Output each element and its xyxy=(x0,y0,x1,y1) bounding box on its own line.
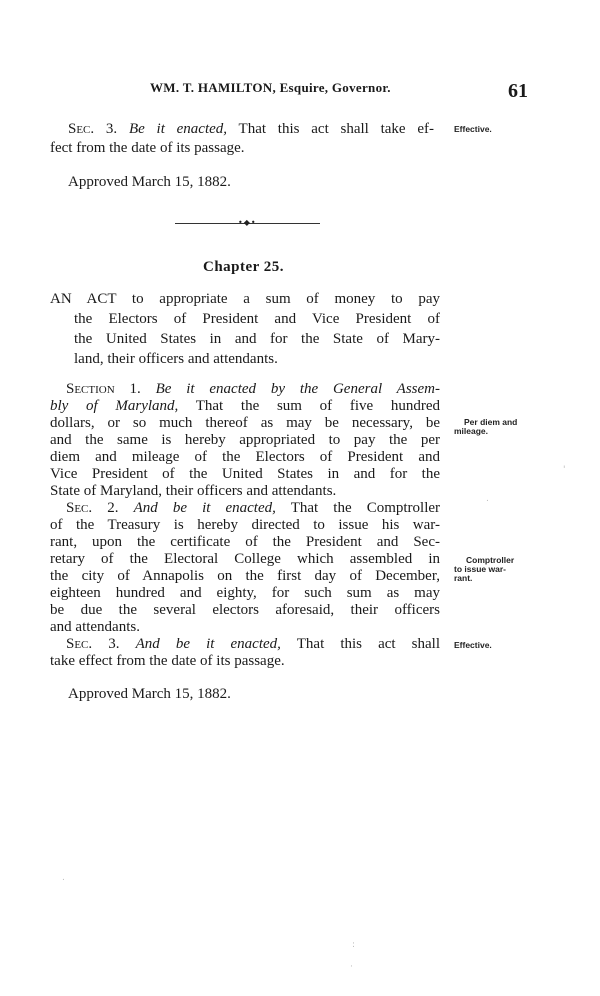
scan-speck: . xyxy=(62,873,65,883)
margin-note-line: to issue war- xyxy=(454,564,506,574)
scan-speck: . xyxy=(486,494,489,504)
section-2-line-8: and attendants. xyxy=(50,619,140,635)
scan-speck: : xyxy=(352,940,356,950)
enacting-phrase-cont: bly of Maryland, xyxy=(50,398,179,414)
enacting-phrase: Be it enacted by the General Assem- xyxy=(155,381,441,397)
section-2-line-1 xyxy=(66,500,440,517)
enacting-phrase: Be it enacted, xyxy=(128,121,228,137)
section-3-line-1 xyxy=(66,636,440,653)
margin-note-line: mileage. xyxy=(454,426,489,436)
section-text: That this act shall take ef- xyxy=(238,121,435,137)
margin-note-comptroller xyxy=(454,556,514,583)
chapter25-approved: Approved March 15, 1882. xyxy=(68,686,231,702)
margin-note-line: Comptroller xyxy=(466,555,515,565)
running-head: WM. T. HAMILTON, Esquire, Governor. xyxy=(150,80,391,95)
section-3-line-2: take effect from the date of its passage. xyxy=(50,653,285,669)
section-2-line-5: the city of Annapolis on the first day of December, xyxy=(50,568,440,584)
scan-speck: · xyxy=(350,962,353,972)
section-2-line-2: of the Treasury is hereby directed to issue his war- xyxy=(50,517,440,533)
margin-note-line: Per diem and xyxy=(464,417,518,427)
section-1-line-3: dollars, or so much thereof as may be necessary, be xyxy=(50,415,440,431)
section-2-line-4: retary of the Electoral College which assembled in xyxy=(50,551,440,567)
margin-note-per-diem xyxy=(454,418,517,436)
enacting-phrase: And be it enacted, xyxy=(133,500,276,516)
section-1-line-2 xyxy=(50,398,440,415)
chapter24-approved: Approved March 15, 1882. xyxy=(68,174,231,190)
section-1-line-1 xyxy=(66,381,440,398)
section-1-line-6: Vice President of the United States in and for the xyxy=(50,466,440,482)
page-number: 61 xyxy=(508,80,528,102)
enacting-phrase: And be it enacted, xyxy=(135,636,281,652)
margin-note-effective: Effective. xyxy=(454,124,492,134)
chapter24-sec3-line1 xyxy=(68,121,434,138)
section-text: That this act shall xyxy=(296,636,440,652)
section-1-line-5: diem and mileage of the Electors of President and xyxy=(50,449,440,465)
act-title-line-2: the Electors of President and Vice President of xyxy=(74,311,440,327)
margin-note-line: rant. xyxy=(454,573,473,583)
section-2-line-3: rant, upon the certificate of the President and Sec- xyxy=(50,534,440,550)
section-label: Sec. 3. xyxy=(68,121,118,137)
section-2-line-7: be due the several electors aforesaid, their officers xyxy=(50,602,440,618)
section-label: Section 1. xyxy=(66,381,141,397)
section-1-line-4: and the same is hereby appropriated to pay the per xyxy=(50,432,440,448)
act-title-line-4: land, their officers and attendants. xyxy=(74,351,278,367)
divider-ornament: •◆• xyxy=(238,218,257,227)
section-2-line-6: eighteen hundred and eighty, for such sum as may xyxy=(50,585,440,601)
margin-note-effective-2: Effective. xyxy=(454,640,492,650)
section-text: That the Comptroller xyxy=(290,500,441,516)
section-1-line-7: State of Maryland, their officers and attendants. xyxy=(50,483,337,499)
section-label: Sec. 2. xyxy=(66,500,119,516)
scan-speck: ' xyxy=(563,465,566,475)
section-text: That the sum of five hundred xyxy=(195,398,440,414)
chapter24-sec3-line2: fect from the date of its passage. xyxy=(50,140,245,156)
section-label: Sec. 3. xyxy=(66,636,120,652)
act-title-line-3: the United States in and for the State of Mary- xyxy=(74,331,440,347)
chapter-heading: Chapter 25. xyxy=(203,259,285,275)
act-title-line-1: AN ACT to appropriate a sum of money to pay xyxy=(50,291,440,307)
